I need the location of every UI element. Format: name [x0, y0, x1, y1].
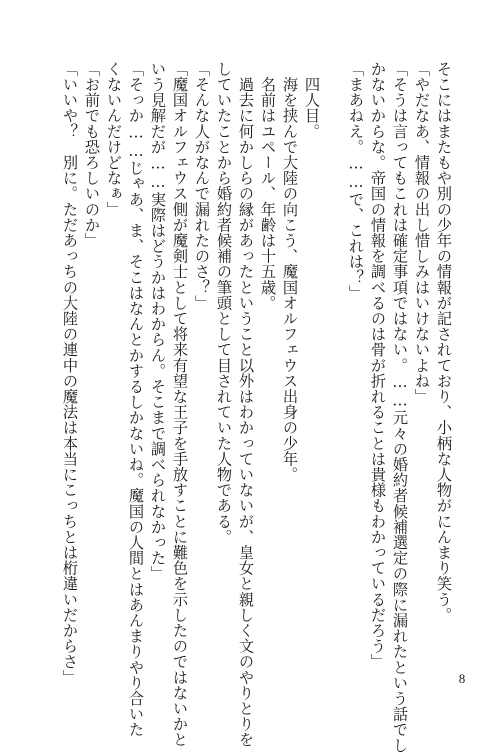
text-line: 「そっか……じゃあ、ま、そこはなんとかするしかないね。魔国の人間とはあんまりやり合いた — [127, 61, 145, 738]
text-line: かないからな。帝国の情報を調べるのは骨が折れることは貴様もわかっているだろう」 — [369, 61, 387, 670]
blank-line — [325, 61, 342, 651]
text-line: そこにはまたもや別の少年の情報が記されており、小柄な人物がにんまり笑う。 — [435, 61, 453, 623]
vertical-text-block — [0, 61, 500, 753]
text-line: していたことから婚約者候補の筆頭として目されていた人物である。 — [215, 61, 233, 545]
text-line: 名前はユペール、年齢は十五歳。 — [259, 61, 277, 311]
text-line: くないんだけどなぁ」 — [105, 61, 123, 217]
text-line: 海を挟んで大陸の向こう、魔国オルフェウス出身の少年。 — [281, 61, 299, 483]
text-line: 「そうは言ってもこれは確定事項ではない。……元々の婚約者候補選定の際に漏れたという話でし — [391, 61, 409, 753]
text-line: 「やだなあ、情報の出し惜しみはいけないよね」 — [413, 61, 431, 405]
text-line: 「お前でも恐ろしいのか」 — [83, 61, 101, 249]
text-line: 「いいや？ 別に。ただあっちの大陸の連中の魔法は本当にこっちとは桁違いだからさ」 — [61, 61, 79, 685]
text-line: 四人目。 — [303, 61, 321, 139]
text-line: 過去に何かしらの縁があったということ以外はわかっていないが、皇女と親しく文のやりとりを — [237, 61, 255, 748]
text-line: いう見解だが……実際はどうかはわからん。そこまで調べられなかった」 — [149, 61, 167, 582]
text-line: 「まあねえ。……で、これは？」 — [347, 61, 365, 301]
text-line: 「そんな人がなんで漏れたのさ？」 — [193, 61, 211, 311]
page-number: 8 — [458, 671, 466, 686]
text-line: 「魔国オルフェウス側が魔剣士として将来有望な王子を手放すことに難色を示したのではないかと — [171, 61, 189, 748]
